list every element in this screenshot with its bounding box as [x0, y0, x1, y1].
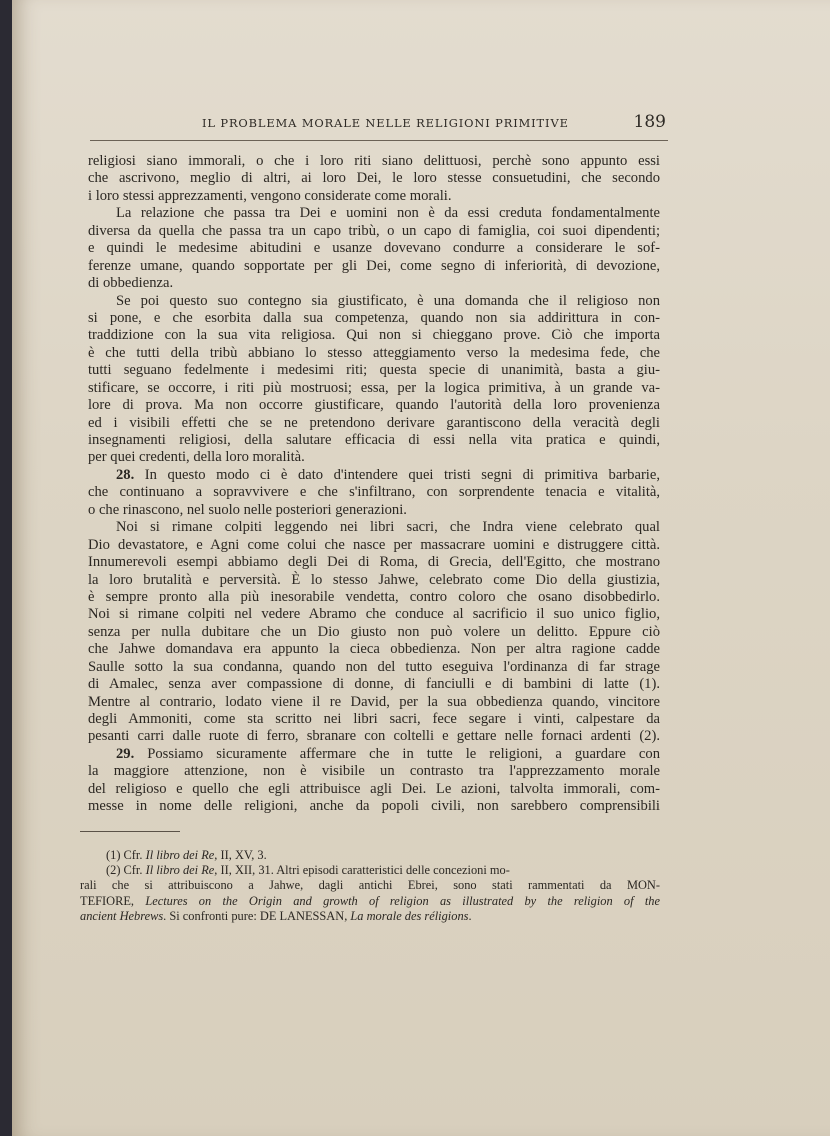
text-line-content: ed i visibili effetti che se ne pretendono derivare garantiscono della veracità degli: [88, 414, 660, 431]
text-line-content: messe in nome delle religioni, anche da popoli civili, non sarebbero comprensibili: [88, 798, 660, 815]
text-line-content: traddizione con la sua vita religiosa. Qui non si chieggano prove. Ciò che importa: [88, 327, 660, 344]
text-line: [88, 659, 660, 676]
text-line: [88, 641, 660, 658]
text-line-content: del religioso e quello che egli attribuisce agli Dei. Le azioni, talvolta immorali, com-: [88, 780, 660, 797]
text-line-content: tutti seguano fedelmente i medesimi riti; questa specie di unanimità, basta a giu-: [88, 362, 660, 379]
text-line: [88, 519, 660, 536]
text-line-content: religiosi siano immorali, o che i loro riti siano delittuosi, perchè sono appunto essi: [88, 153, 660, 169]
text-line-content: Possiamo sicuramente affermare che in tutte le religioni, a guardare con: [134, 745, 660, 762]
text-line: [88, 432, 660, 449]
text-line: [88, 589, 660, 606]
footnote-1: (1) Cfr. Il libro dei Re, II, XV, 3.: [106, 848, 267, 862]
text-line-content: diversa da quella che passa tra un capo tribù, o un capo di famiglia, coi suoi dipendenti;: [88, 222, 660, 239]
text-line-content: è sempre pronto alla più inesorabile vendetta, contro coloro che osano disobbedirlo.: [88, 588, 660, 605]
text-line-content: Innumerevoli esempi abbiamo degli Dei di Roma, di Grecia, dell'Egitto, che mostrano: [88, 554, 660, 571]
text-line-content: i loro stessi apprezzamenti, vengono considerate come morali.: [88, 187, 452, 204]
text-line-content: Se poi questo suo contegno sia giustificato, è una domanda che il religioso non: [116, 292, 660, 309]
text-line-content: Mentre al contrario, lodato viene il re David, per la sua obbedienza quando, vincitore: [88, 693, 660, 710]
text-line-content: o che rinascono, nel suolo nelle posteriori generazioni.: [88, 501, 407, 518]
text-line: [88, 258, 660, 275]
text-line-content: senza per nulla dubitare che un Dio giusto non può volere un delitto. Eppure ciò: [88, 623, 660, 640]
text-line-content: per quei credenti, della loro moralità.: [88, 449, 305, 466]
text-line-content: che ascrivono, meglio di altri, ai loro Dei, le loro stesse consuetudini, che secondo: [88, 170, 660, 187]
text-line-content: degli Ammoniti, come sta scritto nei libri sacri, fece segare i vinti, calpestare da: [88, 711, 660, 727]
text-line: [88, 223, 660, 240]
text-line: [88, 694, 660, 711]
text-line: [88, 572, 660, 589]
text-line: [88, 502, 660, 519]
text-line-content: insegnamenti religiosi, della salutare efficacia di essi nella vita pratica e quindi,: [88, 432, 660, 448]
text-line-content: che continuano a sopravvivere e che s'infiltrano, con sorprendente tenacia e vitalità,: [88, 484, 660, 501]
text-line: [88, 275, 660, 292]
body-text: [88, 153, 660, 816]
text-line: [88, 415, 660, 432]
text-line-content: si pone, e che esorbita dalla sua competenza, quando non sia addirittura in con-: [88, 309, 660, 326]
section-number: 28.: [116, 466, 135, 483]
running-head: IL PROBLEMA MORALE NELLE RELIGIONI PRIMITIVE: [202, 116, 569, 130]
text-line-content: Noi si rimane colpiti leggendo nei libri sacri, che Indra viene celebrato qual: [116, 519, 660, 536]
text-line-content: è che tutti della tribù abbiano lo stesso atteggiamento verso la medesima fede, che: [88, 344, 660, 361]
text-line: [88, 240, 660, 257]
text-line-content: Saulle sotto la sua condanna, quando non del tutto eseguiva l'ordinanza di far strage: [88, 658, 660, 675]
text-line: [88, 554, 660, 571]
footnote-2-line-3: TEFIORE, Lectures on the Origin and growth of religion as illustrated by the religion of the: [80, 893, 660, 908]
text-line-content: stificare, se occorre, i riti più mostruosi; essa, per la logica primitiva, à un grande va-: [88, 379, 660, 396]
text-line: [88, 763, 660, 780]
text-line: [88, 397, 660, 414]
text-line-content: e quindi le medesime abitudini e usanze dovevano condurre a considerare le sof-: [88, 240, 660, 257]
text-line: [88, 449, 660, 466]
text-line-content: La relazione che passa tra Dei e uomini non è da essi creduta fondamentalmente: [116, 205, 660, 222]
text-line: [88, 327, 660, 344]
page-number: 189: [633, 112, 666, 132]
text-line: [88, 205, 660, 222]
text-line: [88, 781, 660, 798]
text-line: [88, 293, 660, 310]
text-line: [88, 362, 660, 379]
section-number: 29.: [116, 745, 135, 762]
text-line: [88, 624, 660, 641]
text-line: [88, 484, 660, 501]
text-line: [88, 345, 660, 362]
text-line-content: lore di prova. Ma non occorre giustificare, quando l'autorità della loro provenienza: [88, 397, 660, 414]
text-line-content: Dio devastatore, e Agni come colui che nasce per massacrare uomini e distruggere città.: [88, 536, 660, 553]
text-line: [88, 537, 660, 554]
text-line: [88, 310, 660, 327]
footnote-2-line-4: ancient Hebrews. Si confronti pure: DE LANESSAN, La morale des réligions.: [80, 908, 472, 923]
text-line-content: In questo modo ci è dato d'intendere quei tristi segni di primitiva barbarie,: [134, 466, 660, 483]
text-line-content: pesanti carri dalle ruote di ferro, sbranare con coltelli e gettare nelle fornaci ardenti (2).: [88, 728, 660, 745]
footnote-separator: [80, 831, 180, 832]
footnote-2-line-2: rali che si attribuiscono a Jahwe, dagli antichi Ebrei, sono stati rammentati da MON-: [80, 878, 660, 893]
text-line-content: ferenze umane, quando sopportate per gli Dei, come segno di inferiorità, di devozione,: [88, 257, 660, 274]
text-line: [88, 711, 660, 728]
text-line: [88, 188, 660, 205]
text-line: [88, 676, 660, 693]
text-line-content: di obbedienza.: [88, 275, 174, 292]
text-line: [88, 798, 660, 815]
text-line: [88, 746, 660, 763]
text-line: [88, 380, 660, 397]
page-header: [90, 112, 668, 141]
text-line: [88, 170, 660, 187]
text-line-content: che Jahwe domandava era appunto la cieca obbedienza. Non per altra ragione cadde: [88, 641, 660, 658]
text-line-content: Noi si rimane colpiti nel vedere Abramo che conduce al sacrificio il suo unico figlio,: [88, 606, 660, 623]
text-line: [88, 728, 660, 745]
footnotes: [80, 848, 660, 924]
footnote-2-line-1: (2) Cfr. Il libro dei Re, II, XII, 31. Altri episodi caratteristici delle concezioni mo-: [106, 863, 510, 878]
text-line-content: di Amalec, senza aver compassione di donne, di fanciulli e di bambini di latte (1).: [88, 676, 660, 693]
text-line: [88, 606, 660, 623]
text-line: [88, 153, 660, 170]
text-line: [88, 467, 660, 484]
text-line-content: la loro brutalità e perversità. È lo stesso Jahwe, celebrato come Dio della giustizia,: [88, 571, 660, 588]
text-line-content: la maggiore attenzione, non è visibile un contrasto tra l'apprezzamento morale: [88, 763, 660, 780]
